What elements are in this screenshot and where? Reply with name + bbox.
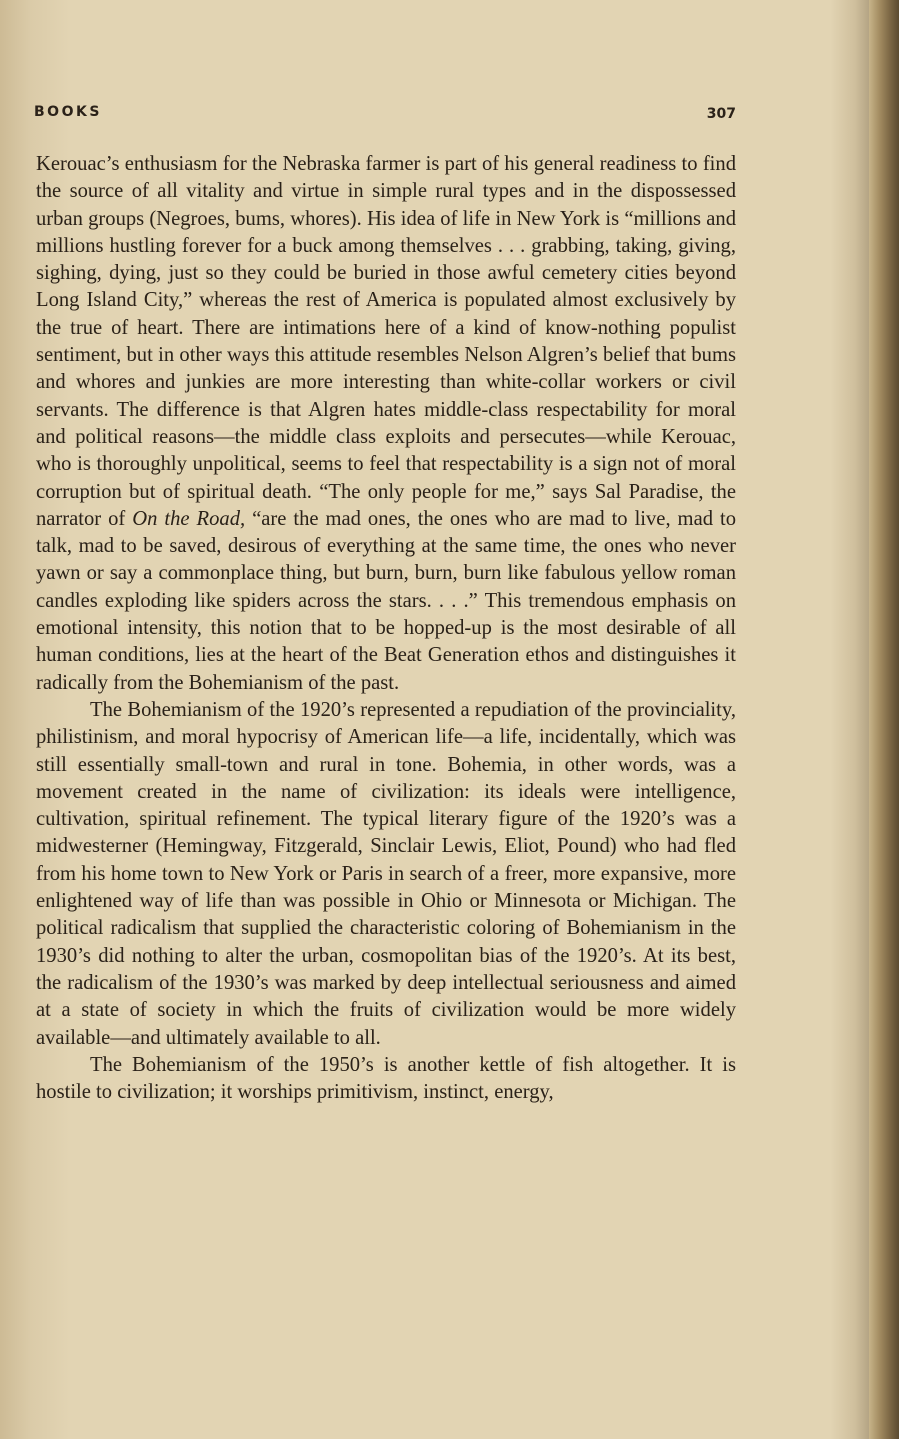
page-number: 307 [706,106,736,122]
paragraph-1-text-a: Kerouac’s enthusiasm for the Nebraska farmer is part of his general readiness to find the source of all vitality and virtue in simple rural types and in the dispossessed urban groups (Negroes, bums, whores). His idea of life in New York is “millions and millions hustling forever for a buck among themselves . . . grabbing, taking, giving, sighing, dying, just so they could be buried in those awful cemetery cities beyond Long Island City,” whereas the rest of America is populated almost exclusively by the true of heart. There are intimations here of a kind of know-nothing populist sentiment, but in other ways this attitude resembles Nelson Algren’s belief that bums and whores and junkies are more interesting than white-collar workers or civil servants. The difference is that Algren hates middle-class respectability for moral and political reasons—the middle class exploits and persecutes—while Kerouac, who is thoroughly unpolitical, seems to feel that respectability is a sign not of moral corruption but of spiritual death. “The only people for me,” says Sal Paradise, the narrator of [36,153,736,530]
running-head: BOOKS [34,104,102,120]
paragraph-2: The Bohemianism of the 1920’s represented a repudiation of the provinciality, philistinism, and moral hypocrisy of American life—a life, incidentally, which was still essentially small-town and rural in tone. Bohemia, in other words, was a movement created in the name of civilization: its ideals were intelligence, cultivation, spiritual refinement. The typical literary figure of the 1920’s was a midwesterner (Hemingway, Fitzgerald, Sinclair Lewis, Eliot, Pound) who had fled from his home town to New York or Paris in search of a freer, more expansive, more enlightened way of life than was possible in Ohio or Minnesota or Michigan. The political radicalism that supplied the characteristic coloring of Bohemianism in the 1930’s did nothing to alter the urban, cosmopolitan bias of the 1920’s. At its best, the radicalism of the 1930’s was marked by deep intellectual seriousness and aimed at a state of society in which the fruits of civilization would be more widely available—and ultimately available to all. [36,698,736,1049]
body-text [36,151,736,1106]
paragraph-3: The Bohemianism of the 1950’s is another kettle of fish altogether. It is hostile to civilization; it worships primitivism, instinct, energy, [36,1053,736,1104]
book-title-on-the-road: On the Road, [132,507,246,530]
paragraph-1-text-b: “are the mad ones, the ones who are mad to live, mad to talk, mad to be saved, desirous of everything at the same time, the ones who never yawn or say a commonplace thing, but burn, burn, burn like fabulous yellow roman candles exploding like spiders across the stars. . . .” This tremendous emphasis on emotional intensity, this notion that to be hopped-up is the most desirable of all human conditions, lies at the heart of the Beat Generation ethos and distinguishes it radically from the Bohemianism of the past. [36,507,737,694]
paragraph-1 [36,151,736,697]
page-edge [869,0,899,1439]
page-header [34,104,736,126]
